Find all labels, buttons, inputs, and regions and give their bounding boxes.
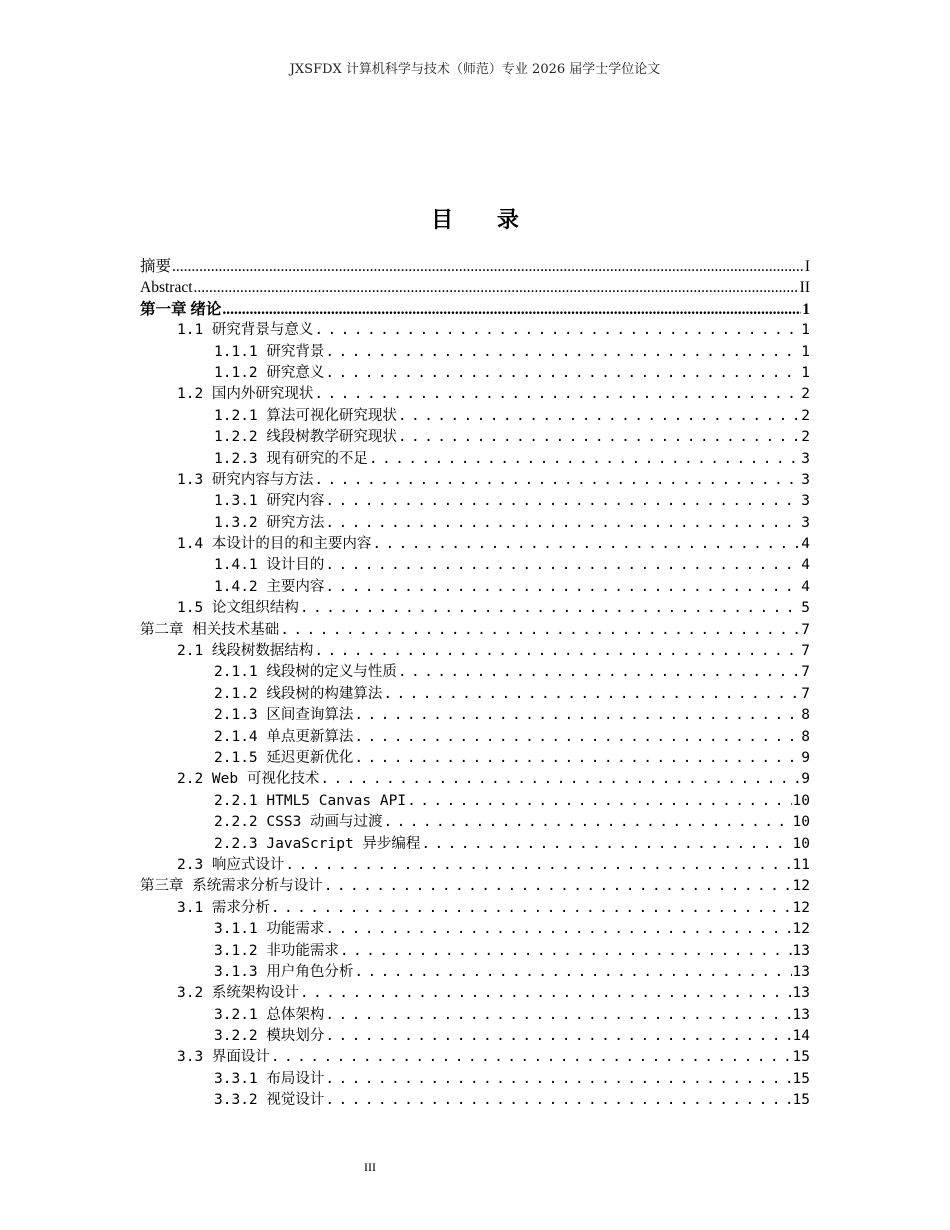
toc-leader-dots: [325, 1026, 791, 1047]
toc-leader-dots: [172, 256, 804, 277]
toc-leader-dots: [324, 876, 792, 897]
toc-leader-dots: [314, 470, 800, 491]
toc-entry-title: 1.4 本设计的目的和主要内容: [177, 536, 372, 553]
toc-entry-page: 1: [801, 343, 810, 360]
toc-entry-title: 1.3 研究内容与方法: [177, 471, 314, 488]
toc-entry[interactable]: [140, 962, 810, 983]
toc-entry-title: 3.3.1 布局设计: [214, 1070, 325, 1087]
toc-leader-dots: [280, 620, 800, 641]
toc-leader-dots: [325, 342, 800, 363]
toc-entry-page: 3: [801, 471, 810, 488]
toc-leader-dots: [383, 684, 800, 705]
toc-entry-page: 7: [801, 621, 810, 638]
toc-entry-page: 15: [792, 1092, 810, 1109]
toc-entry-page: 2: [801, 407, 810, 424]
toc-leader-dots: [314, 320, 800, 341]
toc-entry[interactable]: [140, 491, 810, 512]
toc-entry-page: 7: [801, 643, 810, 660]
toc-entry-page: 13: [792, 963, 810, 980]
toc-entry-page: 13: [792, 942, 810, 959]
toc-entry-page: 4: [801, 536, 810, 553]
toc-entry-title: 3.3.2 视觉设计: [214, 1092, 325, 1109]
toc-entry-title: 3.2.1 总体架构: [214, 1006, 325, 1023]
toc-entry[interactable]: [140, 834, 810, 855]
toc-entry-title: 1.2.1 算法可视化研究现状: [214, 407, 397, 424]
toc-entry-title: 1.1.2 研究意义: [214, 364, 325, 381]
toc-entry-page: 2: [801, 386, 810, 403]
toc-entry-page: 13: [792, 985, 810, 1002]
toc-entry-page: 14: [792, 1028, 810, 1045]
toc-entry-page: 9: [801, 749, 810, 766]
toc-entry[interactable]: [140, 342, 810, 363]
toc-entry-title: 摘要: [140, 258, 172, 275]
toc-entry[interactable]: [140, 320, 810, 341]
page-header: JXSFDX 计算机科学与技术（师范）专业 2026 届学士学位论文: [289, 62, 661, 77]
toc-leader-dots: [320, 769, 800, 790]
toc-entry-title: 3.3 界面设计: [177, 1049, 270, 1066]
toc-entry-title: 1.3.2 研究方法: [214, 514, 325, 531]
toc-entry[interactable]: [140, 620, 810, 641]
toc-entry[interactable]: [140, 577, 810, 598]
toc-entry[interactable]: [140, 1069, 810, 1090]
toc-leader-dots: [325, 555, 800, 576]
toc-entry-title: 2.2.1 HTML5 Canvas API: [214, 792, 407, 809]
toc-entry[interactable]: [140, 1090, 810, 1111]
toc-leader-dots: [354, 748, 800, 769]
toc-entry[interactable]: [140, 363, 810, 384]
toc-entry[interactable]: [140, 406, 810, 427]
toc-entry-title: 2.2 Web 可视化技术: [177, 771, 320, 788]
toc-leader-dots: [407, 791, 791, 812]
toc-entry[interactable]: [140, 449, 810, 470]
toc-entry-page: 3: [801, 514, 810, 531]
toc-leader-dots: [325, 491, 800, 512]
toc-entry[interactable]: [140, 555, 810, 576]
toc-leader-dots: [340, 941, 792, 962]
toc-entry-page: 8: [801, 728, 810, 745]
toc-entry[interactable]: [140, 727, 810, 748]
toc-entry[interactable]: [140, 662, 810, 683]
toc-entry-title: 2.3 响应式设计: [177, 856, 285, 873]
toc-entry-title: 1.5 论文组织结构: [177, 600, 299, 617]
toc-entry[interactable]: [140, 256, 810, 277]
toc-entry-page: 15: [792, 1070, 810, 1087]
toc-entry-page: I: [804, 258, 810, 275]
toc-leader-dots: [325, 1005, 791, 1026]
toc-leader-dots: [222, 299, 801, 320]
toc-entry-title: 2.1.4 单点更新算法: [214, 728, 354, 745]
toc-entry-title: 3.1.1 功能需求: [214, 921, 325, 938]
toc-entry-page: 3: [801, 493, 810, 510]
toc-entry-page: 10: [792, 835, 810, 852]
toc-entry-title: 1.4.1 设计目的: [214, 557, 325, 574]
toc-entry[interactable]: [140, 277, 810, 298]
toc-entry-page: 1: [802, 300, 810, 318]
toc-entry-title: Abstract: [140, 279, 193, 297]
toc-entry-title: 3.1 需求分析: [177, 899, 270, 916]
toc-entry[interactable]: [140, 705, 810, 726]
toc-entry[interactable]: [140, 684, 810, 705]
toc-entry-title: 2.1.2 线段树的构建算法: [214, 685, 383, 702]
toc-entry-title: 1.3.1 研究内容: [214, 493, 325, 510]
toc-leader-dots: [314, 384, 800, 405]
toc-leader-dots: [398, 406, 800, 427]
toc-leader-dots: [325, 919, 791, 940]
toc-entry-title: 3.2 系统架构设计: [177, 985, 299, 1002]
toc-entry-title: 2.2.3 JavaScript 异步编程: [214, 835, 421, 852]
toc-entry-page: 15: [792, 1049, 810, 1066]
toc-entry-title: 第一章 绪论: [140, 300, 222, 318]
toc-leader-dots: [354, 705, 800, 726]
toc-leader-dots: [325, 1069, 791, 1090]
toc-leader-dots: [354, 727, 800, 748]
toc-entry[interactable]: [140, 641, 810, 662]
toc-leader-dots: [325, 577, 800, 598]
toc-entry-title: 2.1 线段树数据结构: [177, 643, 314, 660]
toc-entry-page: 2: [801, 429, 810, 446]
page-number: III: [364, 1160, 376, 1174]
toc-leader-dots: [285, 855, 791, 876]
toc-entry[interactable]: [140, 855, 810, 876]
toc-entry[interactable]: [140, 513, 810, 534]
toc-entry[interactable]: [140, 384, 810, 405]
toc-entry-title: 第二章 相关技术基础: [140, 621, 280, 638]
toc-entry[interactable]: [140, 876, 810, 897]
toc-entry[interactable]: [140, 941, 810, 962]
toc-entry-page: 1: [801, 364, 810, 381]
toc-entry[interactable]: [140, 769, 810, 790]
toc-entry-page: 8: [801, 707, 810, 724]
toc-leader-dots: [398, 662, 800, 683]
toc-leader-dots: [421, 834, 791, 855]
toc-leader-dots: [325, 513, 800, 534]
toc-leader-dots: [369, 449, 800, 470]
toc-entry-page: 9: [801, 771, 810, 788]
toc-leader-dots: [384, 812, 792, 833]
toc-entry-page: 4: [801, 557, 810, 574]
toc-leader-dots: [398, 427, 800, 448]
toc-entry[interactable]: [140, 427, 810, 448]
toc-entry-page: 7: [801, 664, 810, 681]
toc-entry-title: 2.2.2 CSS3 动画与过渡: [214, 814, 383, 831]
toc-entry-page: 1: [801, 322, 810, 339]
toc-entry-page: 10: [792, 792, 810, 809]
toc-entry-page: II: [799, 279, 810, 297]
toc-entry[interactable]: [140, 598, 810, 619]
toc-leader-dots: [372, 534, 800, 555]
toc-entry-title: 2.1.3 区间查询算法: [214, 707, 354, 724]
toc-entry-title: 1.2.2 线段树教学研究现状: [214, 429, 397, 446]
toc-entry[interactable]: [140, 812, 810, 833]
toc-entry-title: 1.2.3 现有研究的不足: [214, 450, 368, 467]
toc-entry-page: 12: [792, 921, 810, 938]
toc-entry-page: 11: [792, 856, 810, 873]
toc-entry-page: 4: [801, 578, 810, 595]
toc-entry-page: 12: [792, 899, 810, 916]
toc-entry-title: 1.1.1 研究背景: [214, 343, 325, 360]
toc-entry[interactable]: [140, 1047, 810, 1068]
toc-leader-dots: [325, 363, 800, 384]
toc-entry-title: 3.1.3 用户角色分析: [214, 963, 354, 980]
toc-entry[interactable]: [140, 983, 810, 1004]
toc-entry[interactable]: [140, 748, 810, 769]
toc-entry[interactable]: [140, 1005, 810, 1026]
toc-entry-title: 1.4.2 主要内容: [214, 578, 325, 595]
toc-entry-page: 7: [801, 685, 810, 702]
toc-entry[interactable]: [140, 470, 810, 491]
toc-entry[interactable]: [140, 919, 810, 940]
toc-entry[interactable]: [140, 1026, 810, 1047]
table-of-contents: [140, 256, 810, 1112]
toc-leader-dots: [194, 277, 799, 298]
toc-entry[interactable]: [140, 791, 810, 812]
toc-entry-title: 3.1.2 非功能需求: [214, 942, 339, 959]
toc-leader-dots: [354, 962, 791, 983]
toc-entry-page: 5: [801, 600, 810, 617]
toc-entry-title: 2.1.5 延迟更新优化: [214, 749, 354, 766]
toc-leader-dots: [300, 598, 800, 619]
toc-entry-page: 10: [792, 814, 810, 831]
page-title: 目 录: [431, 207, 537, 233]
toc-entry-page: 12: [792, 878, 810, 895]
toc-leader-dots: [314, 641, 800, 662]
toc-entry-title: 1.2 国内外研究现状: [177, 386, 314, 403]
toc-entry-page: 13: [792, 1006, 810, 1023]
toc-entry[interactable]: [140, 898, 810, 919]
toc-entry-title: 1.1 研究背景与意义: [177, 322, 314, 339]
toc-entry-title: 3.2.2 模块划分: [214, 1028, 325, 1045]
toc-leader-dots: [271, 898, 792, 919]
toc-leader-dots: [300, 983, 792, 1004]
toc-entry-page: 3: [801, 450, 810, 467]
toc-entry[interactable]: [140, 299, 810, 320]
toc-entry-title: 第三章 系统需求分析与设计: [140, 878, 323, 895]
toc-leader-dots: [271, 1047, 792, 1068]
toc-entry[interactable]: [140, 534, 810, 555]
toc-leader-dots: [325, 1090, 791, 1111]
toc-entry-title: 2.1.1 线段树的定义与性质: [214, 664, 397, 681]
